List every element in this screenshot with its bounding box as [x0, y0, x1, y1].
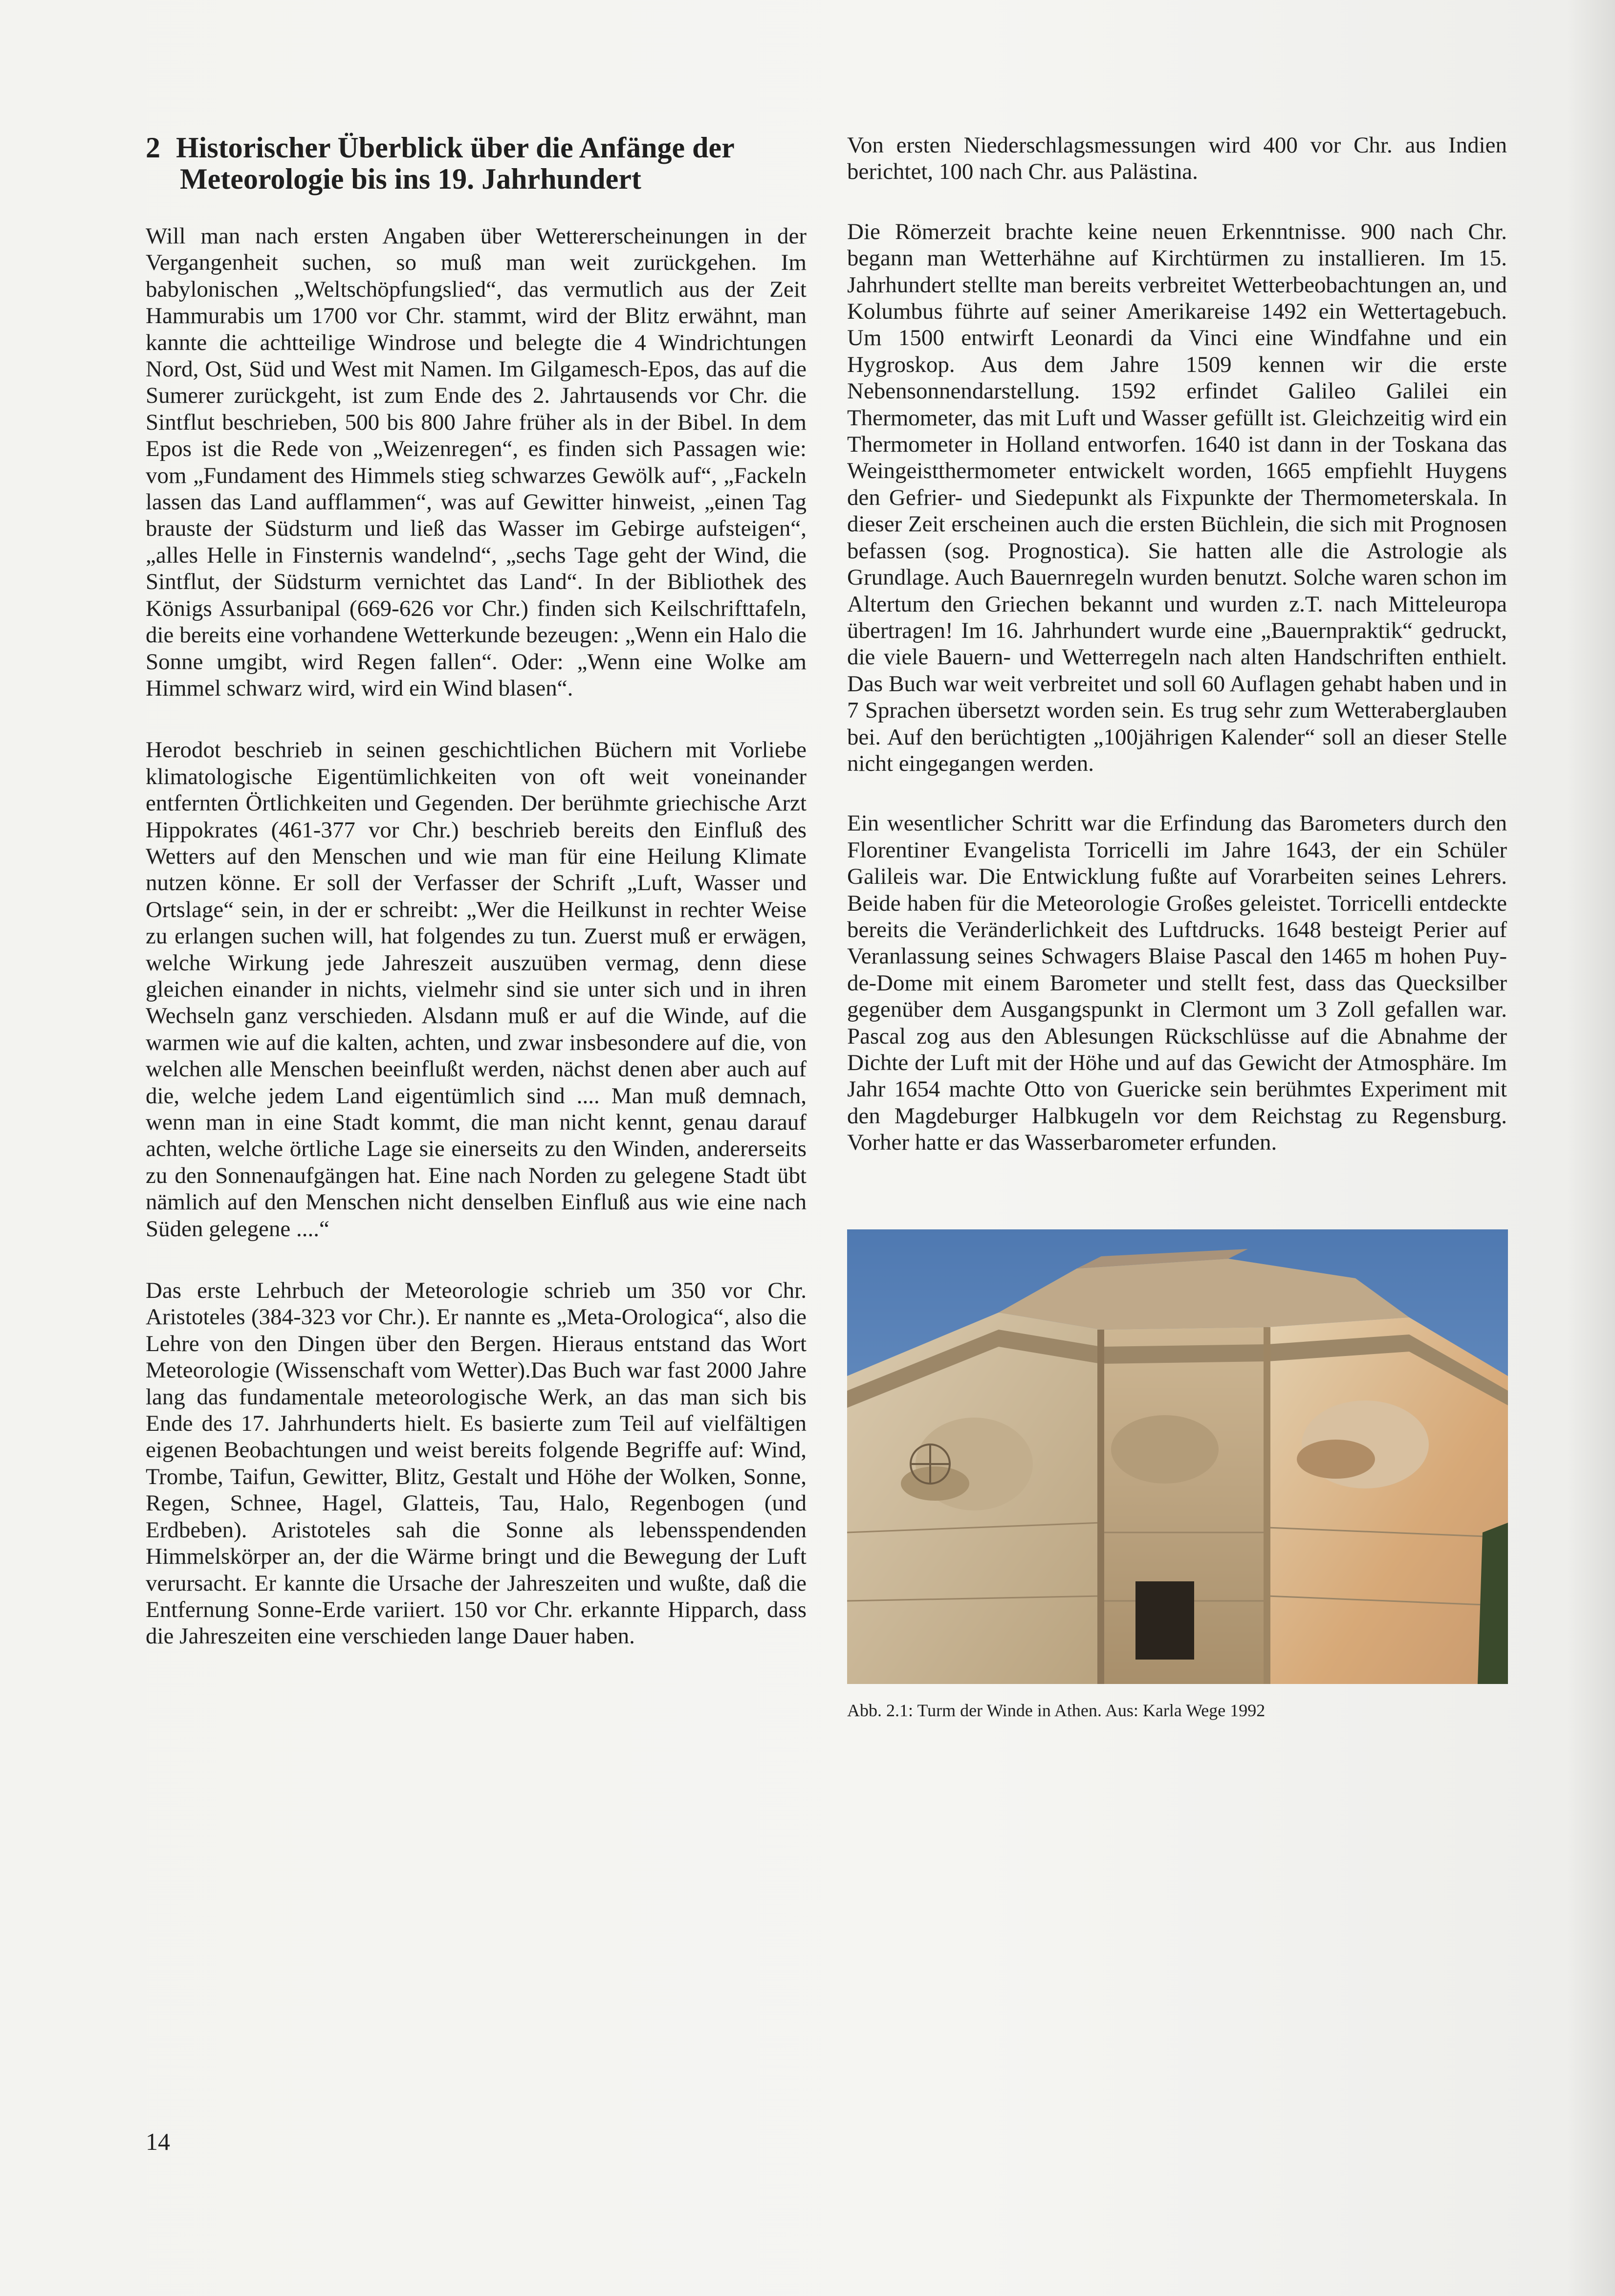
- left-column: [146, 132, 807, 1685]
- chapter-number: 2: [146, 131, 160, 164]
- chapter-heading: [146, 132, 807, 195]
- paragraph-barometer: Ein wesentlicher Schritt war die Erfindung das Barometers durch den Florentiner Evangelista Torricelli im Jahre 1643, der ein Schüler Galileis war. Die Entwicklung fußte auf Vorarbeiten seines Lehrers. Beide haben für die Meteorologie Großes geleistet. Torricelli entdeckte bereits die Veränderlichkeit des Luftdrucks. 1648 besteigt Perier auf Veranlassung seines Schwagers Blaise Pascal den 1465 m hohen Puy-de-Dome mit einem Barometer und stellt fest, dass das Quecksilber gegenüber dem Ausgangspunkt in Clermont um 3 Zoll gefallen war. Pascal zog aus den Ablesungen Rückschlüsse auf die Abnahme der Dichte der Luft mit der Höhe und auf das Gewicht der Atmosphäre. Im Jahr 1654 machte Otto von Guericke sein berühmtes Experiment mit den Magdeburger Halbkugeln vor dem Reichstag zu Regensburg. Vorher hatte er das Wasserbarometer erfunden.: [847, 810, 1507, 1156]
- paragraph-niederschlag: Von ersten Niederschlagsmessungen wird 400 vor Chr. aus Indien berichtet, 100 nach Chr. aus Palästina.: [847, 132, 1507, 185]
- paragraph-herodot: Herodot beschrieb in seinen geschichtlichen Büchern mit Vorliebe klimatologische Eigentümlichkeiten von oft weit voneinander entfernten Örtlichkeiten und Gegenden. Der berühmte griechische Arzt Hippokrates (461-377 vor Chr.) beschrieb bereits den Einfluß des Wetters auf den Menschen und wie man für eine Heilung Klimate nutzen könne. Er soll der Verfasser der Schrift „Luft, Wasser und Ortslage“ sein, in der er schreibt: „Wer die Heilkunst in rechter Weise zu erlangen suchen will, hat folgendes zu tun. Zuerst muß er erwägen, welche Wirkung jede Jahreszeit auszuüben vermag, denn diese gleichen einander in nichts, vielmehr sind sie unter sich und in ihren Wechseln ganz verschieden. Alsdann muß er auf die Winde, auf die warmen wie auf die kalten, achten, und zwar insbesondere auf die, von welchen alle Menschen beeinflußt werden, nächst denen aber auch auf die, welche jedem Land eigentümlich sind .... Man muß demnach, wenn man in eine Stadt kommt, die man nicht kennt, genau darauf achten, welche örtliche Lage sie einerseits zu den Winden, andererseits zu den Sonnenaufgängen hat. Eine nach Norden zu gelegene Stadt übt nämlich auf den Menschen nicht denselben Einfluß aus wie eine nach Süden gelegene ....“: [146, 737, 807, 1242]
- paragraph-babylon: Will man nach ersten Angaben über Wettererscheinungen in der Vergangenheit suchen, so muß man weit zurückgehen. Im babylonischen „Weltschöpfungslied“, das vermutlich aus der Zeit Hammurabis um 1700 vor Chr. stammt, wird der Blitz erwähnt, man kannte die achtteilige Windrose und belegte die 4 Windrichtungen Nord, Ost, Süd und West mit Namen. Im Gilgamesch-Epos, das auf die Sumerer zurückgeht, ist zum Ende des 2. Jahrtausends vor Chr. die Sintflut beschrieben, 500 bis 800 Jahre früher als in der Bibel. In dem Epos ist die Rede von „Weizenregen“, es finden sich Passagen wie: vom „Fundament des Himmels stieg schwarzes Gewölk auf“, „Fackeln lassen das Land aufflammen“, was auf Gewitter hinweist, „einen Tag brauste der Südsturm und ließ das Wasser im Gebirge aufsteigen“, „alles Helle in Finsternis wandelnd“, „sechs Tage geht der Wind, die Sintflut, der Südsturm vernichtet das Land“. In der Bibliothek des Königs Assurbanipal (669-626 vor Chr.) finden sich Keilschrifttafeln, die bereits eine vorhandene Wetterkunde bezeugen: „Wenn ein Halo die Sonne umgibt, wird Regen fallen“. Oder: „Wenn eine Wolke am Himmel schwarz wird, wird ein Wind blasen“.: [146, 223, 807, 701]
- page-number: 14: [146, 2128, 170, 2155]
- paragraph-aristoteles: Das erste Lehrbuch der Meteorologie schrieb um 350 vor Chr. Aristoteles (384-323 vor Chr.). Er nannte es „Meta-Orologica“, also die Lehre von den Dingen über den Bergen. Hieraus entstand das Wort Meteorologie (Wissenschaft vom Wetter).Das Buch war fast 2000 Jahre lang das fundamentale meteorologische Werk, an das man sich bis Ende des 17. Jahrhunderts hielt. Es basierte zum Teil auf vielfältigen eigenen Beobachtungen und weist bereits folgende Begriffe auf: Wind, Trombe, Taifun, Gewitter, Blitz, Gestalt und Höhe der Wolken, Sonne, Regen, Schnee, Hagel, Glatteis, Tau, Halo, Regenbogen (und Erdbeben). Aristoteles sah die Sonne als lebensspendenden Himmelskörper an, der die Wärme bringt und die Bewegung der Luft verursacht. Er kannte die Ursache der Jahreszeiten und wußte, daß die Entfernung Sonne-Erde variiert. 150 vor Chr. erkannte Hipparch, dass die Jahreszeiten eine verschieden lange Dauer haben.: [146, 1278, 807, 1649]
- right-column: [847, 132, 1507, 1720]
- figure-tower-of-winds: [847, 1229, 1507, 1720]
- figure-caption: Abb. 2.1: Turm der Winde in Athen. Aus: Karla Wege 1992: [847, 1700, 1266, 1720]
- tower-of-winds-photo: [847, 1229, 1508, 1684]
- paragraph-roemerzeit: Die Römerzeit brachte keine neuen Erkenntnisse. 900 nach Chr. begann man Wetterhähne auf Kirchtürmen zu installieren. Im 15. Jahrhundert stellte man bereits verbreitet Wetterbeobachtungen an, und Kolumbus führte auf seiner Amerikareise 1492 ein Wettertagebuch. Um 1500 entwirft Leonardi da Vinci eine Windfahne und ein Hygroskop. Aus dem Jahre 1509 kennen wir die erste Nebensonnendarstellung. 1592 erfindet Galileo Galilei ein Thermometer, das mit Luft und Wasser gefüllt ist. Gleichzeitig wird ein Thermometer in Holland entworfen. 1640 ist dann in der Toskana das Weingeistthermometer entwickelt worden, 1665 empfiehlt Huygens den Gefrier- und Siedepunkt als Fixpunkte der Thermometerskala. In dieser Zeit erscheinen auch die ersten Büchlein, die sich mit Prognosen befassen (sog. Prognostica). Sie hatten alle die Astrologie als Grundlage. Auch Bauernregeln wurden benutzt. Solche waren schon im Altertum den Griechen bekannt und wurden z.T. nach Mitteleuropa übertragen! Im 16. Jahrhundert wurde eine „Bauernpraktik“ gedruckt, die viele Bauern- und Wetterregeln nach alten Handschriften enthielt. Das Buch war weit verbreitet und soll 60 Auflagen gehabt haben und in 7 Sprachen übersetzt worden sein. Es trug sehr zum Wetteraberglauben bei. Auf den berüchtigten „100jährigen Kalender“ soll an dieser Stelle nicht eingegangen werden.: [847, 219, 1507, 776]
- chapter-title: Historischer Überblick über die Anfänge der Meteorologie bis ins 19. Jahrhundert: [176, 131, 734, 195]
